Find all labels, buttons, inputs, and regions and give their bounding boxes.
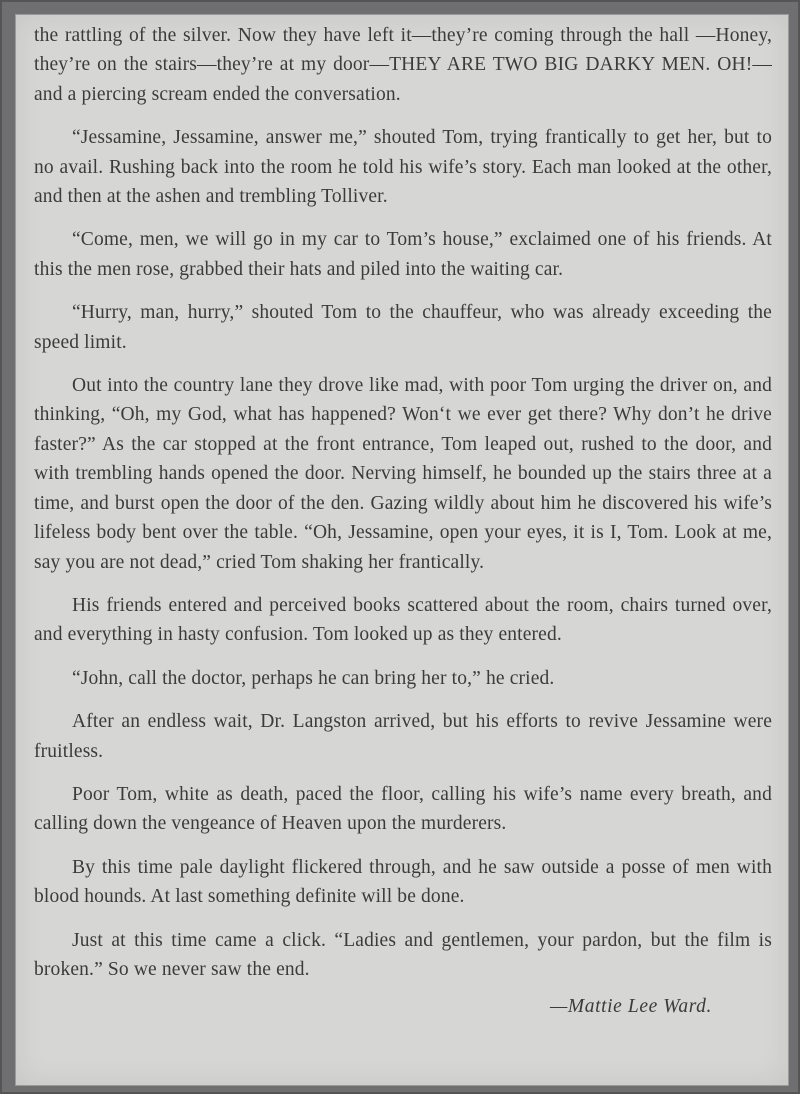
paragraph: By this time pale daylight flickered through, and he saw outside a posse of men with blood hounds. At last something definite will be done.	[34, 856, 772, 908]
paragraph: “Jessamine, Jessamine, answer me,” shouted Tom, trying frantically to get her, but to no avail. Rushing back into the room he told his wife’s story. Each man looked at the other, and then at the ashen and trembling Tolliver.	[34, 127, 772, 208]
paragraph: “John, call the doctor, perhaps he can bring her to,” he cried.	[72, 667, 555, 689]
paragraph: After an endless wait, Dr. Langston arrived, but his efforts to revive Jessamine were fruitless.	[34, 711, 772, 762]
author-signature: —Mattie Lee Ward.	[549, 996, 712, 1018]
paragraph: “Hurry, man, hurry,” shouted Tom to the chauffeur, who was already exceeding the speed limit.	[34, 302, 772, 353]
paragraph: “Come, men, we will go in my car to Tom’s house,” exclaimed one of his friends. At this the men rose, grabbed their hats and piled into the waiting car.	[34, 229, 772, 280]
paragraph-continuation: the rattling of the silver. Now they have left it—they’re coming through the hall —Honey, they’re on the stairs—they’re at my door—THEY ARE TWO BIG DARKY MEN. OH!—and a piercing scream ended the conversation.	[34, 25, 772, 105]
paragraph: Out into the country lane they drove like mad, with poor Tom urging the driver on, and thinking, “Oh, my God, what has happened? Won‘t we ever get there? Why don’t he drive faster?” As the car stopped at the front entrance, Tom leaped out, rushed to the door, and with trembling hands opened the door. Nerving himself, he bounded up the stairs three at a time, and burst open the door of the den. Gazing wildly about him he discovered his wife’s lifeless body bent over the table. “Oh, Jessamine, open your eyes, it is I, Tom. Look at me, say you are not dead,” cried Tom shaking her frantically.	[34, 375, 772, 573]
paragraph: His friends entered and perceived books scattered about the room, chairs turned over, and everything in hasty confusion. Tom looked up as they entered.	[34, 594, 772, 646]
paragraph: Just at this time came a click. “Ladies and gentlemen, your pardon, but the film is broken.” So we never saw the end.	[34, 929, 772, 980]
document-page	[15, 14, 789, 1086]
paragraph: Poor Tom, white as death, paced the floor, calling his wife’s name every breath, and calling down the vengeance of Heaven upon the murderers.	[34, 783, 772, 835]
